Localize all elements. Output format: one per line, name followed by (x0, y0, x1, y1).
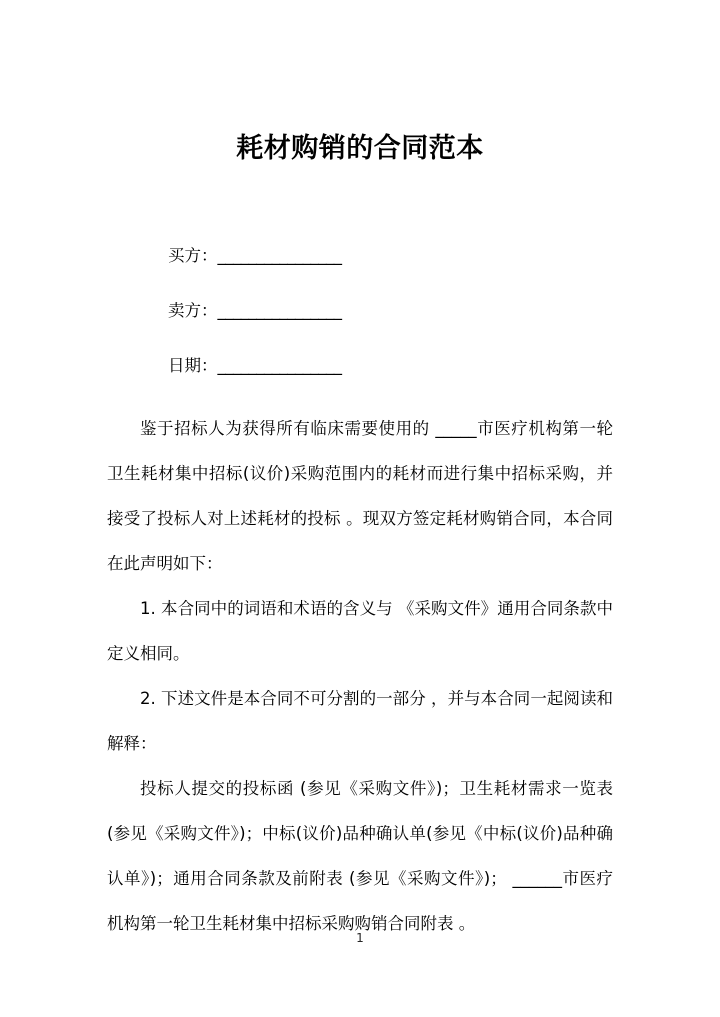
date-blank-field[interactable]: ________________ (217, 356, 342, 375)
page-number: 1 (356, 931, 364, 945)
buyer-blank-field[interactable]: ________________ (217, 246, 342, 265)
seller-label: 卖方： (168, 301, 218, 320)
paragraph-clause-2-list: 投标人提交的投标函 (参见《采购文件》)；卫生耗材需求一览表(参见《采购文件》)；中标(议价)品种确认单(参见《中标(议价)品种确认单》)；通用合同条款及前附表 (参见《采购文件》)； ______市医疗机构第一轮卫生耗材集中招标采购购销合同附表 。 (107, 779, 613, 933)
page-title: 耗材购销的合同范本 (236, 133, 484, 165)
date-label: 日期： (168, 356, 218, 375)
form-row-buyer (107, 243, 612, 269)
paragraph-clause-2: 2. 下述文件是本合同不可分割的一部分 ，并与本合同一起阅读和解释： (107, 689, 613, 753)
contract-parties-form (107, 243, 612, 379)
seller-blank-field[interactable]: ________________ (217, 301, 342, 320)
form-row-seller (107, 298, 612, 324)
buyer-label: 买方： (168, 246, 218, 265)
contract-body (107, 406, 613, 946)
paragraph-preamble: 鉴于招标人为获得所有临床需要使用的 _____市医疗机构第一轮卫生耗材集中招标(议价)采购范围内的耗材而进行集中招标采购，并接受了投标人对上述耗材的投标 。现双方签定耗材购销合同，本合同在此声明如下： (107, 419, 613, 573)
form-row-date (107, 353, 612, 379)
paragraph-clause-1: 1. 本合同中的词语和术语的含义与 《采购文件》通用合同条款中定义相同。 (107, 599, 613, 663)
